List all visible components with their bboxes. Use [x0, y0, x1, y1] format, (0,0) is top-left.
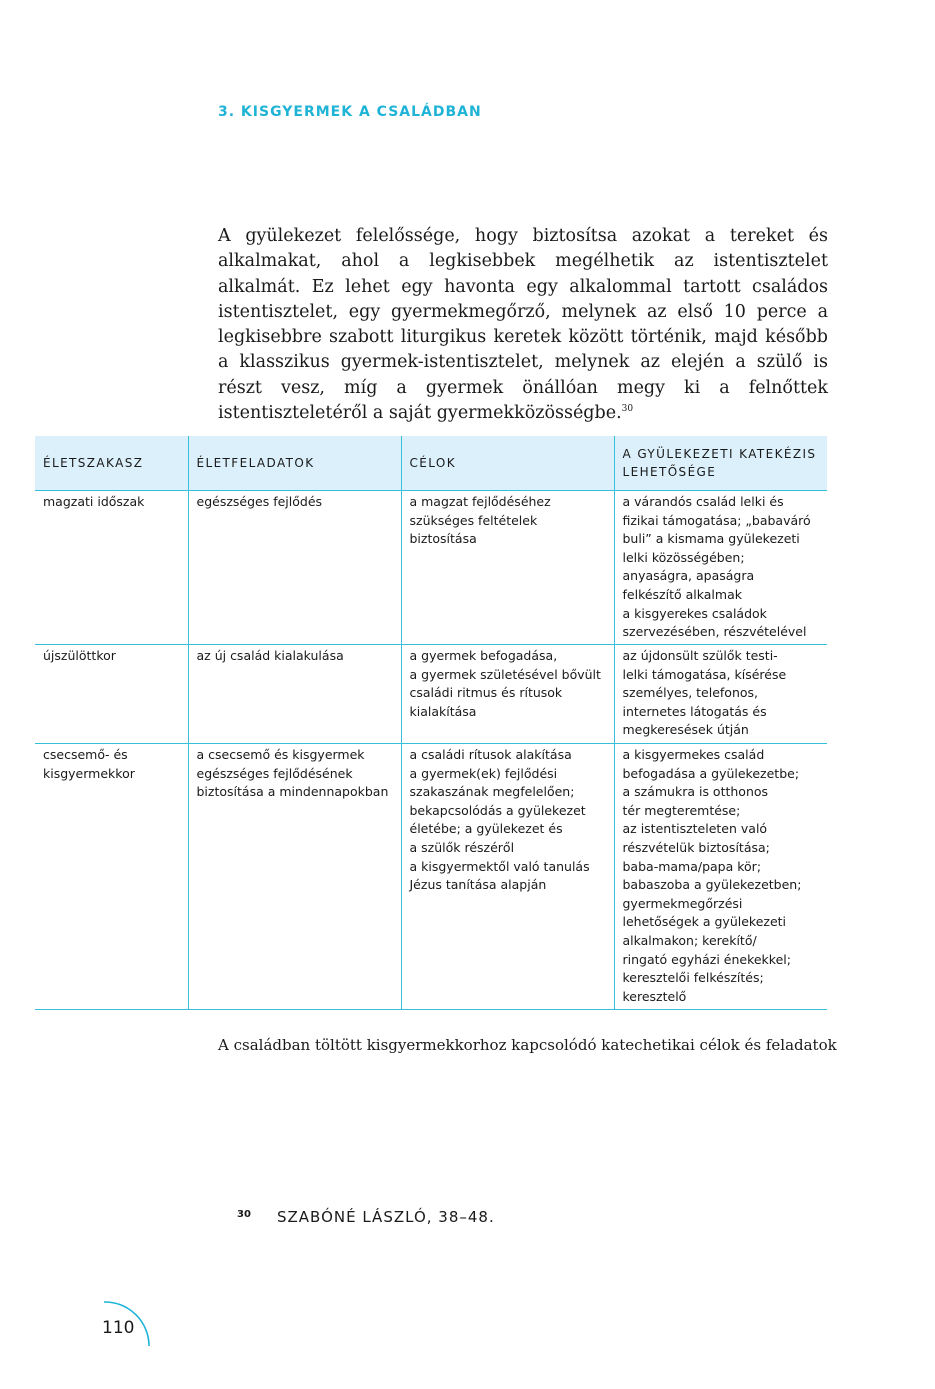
cell-life-tasks: [188, 645, 401, 744]
cell-line: befogadása a gyülekezetbe;: [622, 765, 800, 781]
cell-line: újszülöttkor: [43, 648, 116, 663]
cell-line: keresztelői felkészítés;: [622, 970, 764, 986]
body-paragraph: [218, 224, 828, 426]
header-life-stage: ÉLETSZAKASZ: [35, 436, 188, 491]
cell-line: biztosítása a mindennapokban: [196, 784, 389, 800]
cell-line: magzati időszak: [43, 494, 145, 509]
cell-goals: [401, 645, 614, 744]
table-caption: A családban töltött kisgyermekkorhoz kapcsolódó katechetikai célok és feladatok: [218, 1036, 837, 1054]
footnote-text: SZABÓNÉ LÁSZLÓ, 38–48.: [277, 1208, 495, 1226]
cell-line: a gyermek születésével bővült: [409, 666, 601, 682]
cell-line: az újdonsült szülők testi-: [622, 648, 778, 663]
catechesis-table: [35, 436, 827, 1010]
cell-line: részvételük biztosítása;: [622, 839, 770, 855]
header-catechesis-options: A GYÜLEKEZETI KATEKÉZIS LEHETŐSÉGE: [614, 436, 827, 491]
cell-line: biztosítása: [409, 531, 477, 547]
cell-line: Jézus tanítása alapján: [409, 877, 547, 893]
cell-line: a magzat fejlődéséhez: [409, 494, 551, 509]
cell-line: szakaszának megfelelően;: [409, 784, 575, 800]
cell-life-stage: [35, 645, 188, 744]
cell-line: lelki támogatása, kísérése: [622, 666, 787, 682]
cell-line: a számukra is otthonos: [622, 784, 769, 800]
cell-life-tasks: [188, 491, 401, 645]
cell-line: csecsemő- és: [43, 747, 128, 762]
cell-life-stage: [35, 491, 188, 645]
cell-catechesis-options: [614, 744, 827, 1010]
cell-line: a kisgyermektől való tanulás: [409, 858, 590, 874]
cell-line: lehetőségek a gyülekezeti: [622, 914, 787, 930]
cell-life-tasks: [188, 744, 401, 1010]
cell-line: a gyermek(ek) fejlődési: [409, 765, 558, 781]
cell-line: buli” a kismama gyülekezeti: [622, 531, 800, 547]
cell-line: a családi rítusok alakítása: [409, 747, 572, 762]
cell-line: az új család kialakulása: [196, 648, 344, 663]
cell-line: lelki közösségében;: [622, 549, 745, 565]
cell-line: ringató egyházi énekekkel;: [622, 951, 791, 967]
header-life-tasks: ÉLETFELADATOK: [188, 436, 401, 491]
cell-line: egészséges fejlődés: [196, 494, 323, 509]
section-title: 3. KISGYERMEK A CSALÁDBAN: [218, 104, 482, 120]
cell-line: a csecsemő és kisgyermek: [196, 747, 365, 762]
cell-line: a gyermek befogadása,: [409, 648, 558, 663]
header-goals: CÉLOK: [401, 436, 614, 491]
footnote-number: 30: [237, 1209, 251, 1220]
cell-line: baba-mama/papa kör;: [622, 858, 762, 874]
cell-line: bekapcsolódás a gyülekezet: [409, 802, 586, 818]
cell-line: a szülők részéről: [409, 839, 515, 855]
cell-line: megkeresések útján: [622, 722, 749, 738]
page-number: 110: [102, 1318, 135, 1338]
cell-goals: [401, 491, 614, 645]
cell-line: internetes látogatás és: [622, 703, 767, 719]
cell-line: a kisgyerekes családok: [622, 605, 767, 621]
cell-life-stage: [35, 744, 188, 1010]
cell-goals: [401, 744, 614, 1010]
cell-catechesis-options: [614, 491, 827, 645]
cell-line: babaszoba a gyülekezetben;: [622, 877, 802, 893]
cell-line: a várandós család lelki és: [622, 494, 784, 509]
footnote-reference: 30: [621, 404, 634, 415]
body-paragraph-text: A gyülekezet felelőssége, hogy biztosítsa azokat a tereket és alkalmakat, ahol a legkisebbek megélhetik az istentisztelet alkalmát. Ez lehet egy havonta egy alkalommal tartott családos istentisztelet, egy gyermekmegőrző, melynek az első 10 perce a legkisebbre szabott liturgikus keretek között történik, majd később a klasszikus gyermek-istentisztelet, melynek az elején a szülő is részt vesz, míg a gyermek önállóan megy ki a felnőttek istentiszteletéről a saját gyermekközösségbe.: [218, 226, 828, 424]
cell-line: az istentiszteleten való: [622, 821, 768, 837]
cell-line: gyermekmegőrzési: [622, 895, 743, 911]
cell-line: alkalmakon; kerekítő/: [622, 932, 757, 948]
cell-line: kisgyermekkor: [43, 765, 135, 781]
cell-line: életébe; a gyülekezet és: [409, 821, 563, 837]
cell-line: egészséges fejlődésének: [196, 765, 353, 781]
cell-line: szükséges feltételek: [409, 512, 538, 528]
table-row: [35, 744, 827, 1010]
cell-catechesis-options: [614, 645, 827, 744]
table-row: [35, 645, 827, 744]
cell-line: keresztelő: [622, 988, 687, 1004]
cell-line: személyes, telefonos,: [622, 685, 759, 701]
table-row: [35, 491, 827, 645]
cell-line: családi ritmus és rítusok: [409, 685, 563, 701]
cell-line: a kisgyermekes család: [622, 747, 765, 762]
cell-line: kialakítása: [409, 703, 477, 719]
table-header-row: [35, 436, 827, 491]
cell-line: tér megteremtése;: [622, 802, 741, 818]
cell-line: felkészítő alkalmak: [622, 586, 742, 602]
cell-line: szervezésében, részvételével: [622, 624, 807, 640]
cell-line: fizikai támogatása; „babaváró: [622, 512, 811, 528]
cell-line: anyaságra, apaságra: [622, 568, 755, 584]
